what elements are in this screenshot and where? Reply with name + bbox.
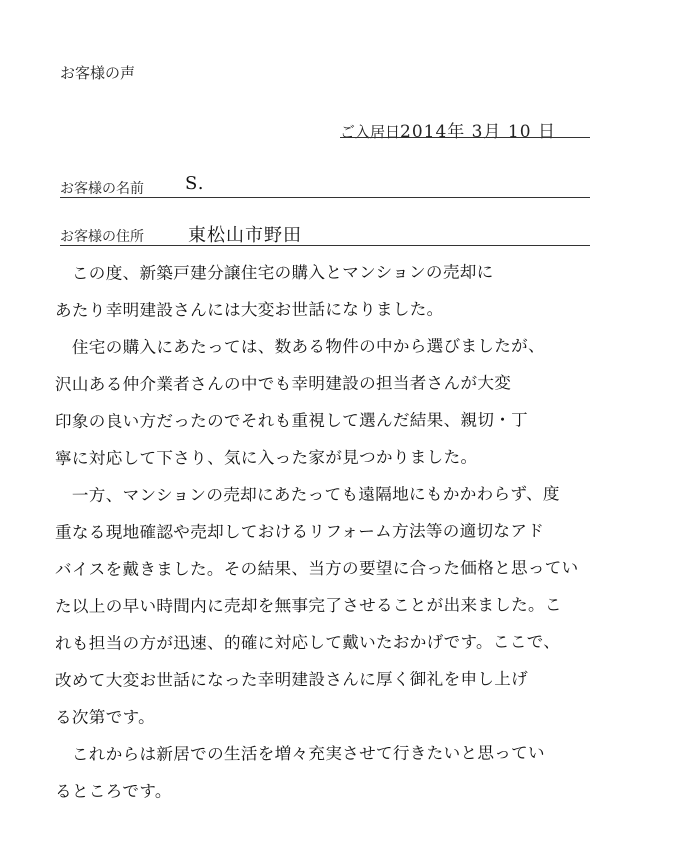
body-line: 沢山ある仲介業者さんの中でも幸明建設の担当者さんが大変 — [54, 373, 512, 395]
body-line: 重なる現地確認や売却しておけるリフォーム方法等の適切なアド — [54, 521, 545, 543]
page-title: お客様の声 — [60, 64, 136, 82]
body-line: 寧に対応して下さり、気に入った家が見つかりました。 — [54, 447, 478, 469]
name-label: お客様の名前 — [60, 181, 144, 197]
name-underline — [60, 197, 590, 198]
body-line: れも担当の方が迅速、的確に対応して戴いたおかげです。ここで、 — [54, 632, 561, 654]
address-value: 東松山市野田 — [188, 225, 302, 246]
move-in-label: ご入居日 — [340, 123, 401, 141]
body-line: 改めて大変お世話になった幸明建設さんに厚く御礼を申し上げ — [54, 669, 529, 691]
body-line: これからは新居での生活を増々充実させて行きたいと思ってい — [54, 743, 545, 765]
move-in-date-value: 2014年 3月 10 日 — [400, 122, 556, 142]
testimonial-body — [55, 254, 655, 809]
body-line: るところです。 — [54, 781, 172, 802]
address-underline — [60, 245, 590, 246]
body-line: 住宅の購入にあたっては、数ある物件の中から選びましたが、 — [54, 336, 545, 358]
body-line: る次第です。 — [54, 707, 156, 728]
name-value: S. — [185, 173, 205, 194]
address-label: お客様の住所 — [60, 229, 144, 245]
body-line: この度、新築戸建分譲住宅の購入とマンションの売却に — [54, 262, 494, 284]
date-underline — [340, 137, 590, 138]
body-line: 一方、マンションの売却にあたっても遠隔地にもかかわらず、度 — [54, 484, 560, 506]
body-line: た以上の早い時間内に売却を無事完了させることが出来ました。こ — [54, 595, 562, 617]
body-line: バイスを戴きました。その結果、当方の要望に合った価格と思ってい — [54, 558, 579, 580]
move-in-date — [340, 117, 590, 142]
body-line: あたり幸明建設さんには大変お世話になりました。 — [54, 299, 444, 321]
body-line: 印象の良い方だったのでそれも重視して選んだ結果、親切・丁 — [54, 410, 529, 432]
